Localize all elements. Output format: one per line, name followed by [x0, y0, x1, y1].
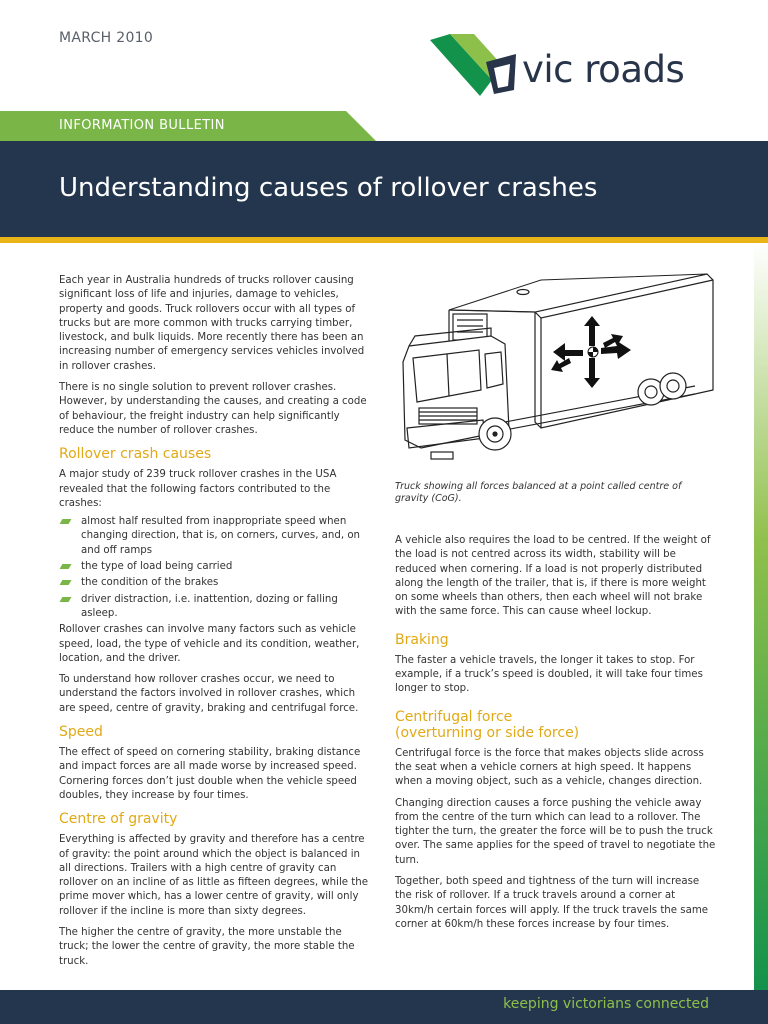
bullet-icon — [60, 580, 72, 585]
speed-paragraph: The effect of speed on cornering stability, braking distance and impact forces are all made worse by increased speed. Cornering forces don’t just double when the vehicle speed doubles, they increase by four times. — [59, 747, 361, 801]
centrifugal-heading: Centrifugal force (overturning or side force) — [395, 708, 580, 741]
intro-paragraph-2: There is no single solution to prevent rollover crashes. However, by understanding the causes, and creating a code of behaviour, the freight industry can help significantly reduce the number of rollover crashes. — [59, 382, 367, 436]
footer-tagline: keeping victorians connected — [503, 996, 709, 1012]
intro-paragraph-1: Each year in Australia hundreds of trucks rollover causing significant loss of life and injuries, damage to vehicles, property and goods. Truck rollovers occur with all types of trucks but are more common with trucks carrying timber, livestock, and bulk liquids. More recently there has been an increasing number of emergency services vehicles involved in rollover crashes. — [59, 275, 365, 372]
title-underline — [0, 237, 768, 243]
list-item: the type of load being carried — [59, 560, 373, 574]
side-gradient-bar — [754, 243, 768, 990]
truck-illustration — [395, 262, 717, 474]
figure-caption: Truck showing all forces balanced at a point called centre of gravity (CoG). — [395, 481, 682, 504]
centrifugal-paragraph-2: Changing direction causes a force pushing the vehicle away from the centre of the turn which can lead to a rollover. The tighter the turn, the greater the force will be to push the truck over. The same applies for the speed of travel to negotiate the turn. — [395, 797, 716, 866]
logo-wordmark: vic roads — [522, 48, 685, 91]
list-item: driver distraction, i.e. inattention, dozing or falling asleep. — [59, 593, 373, 622]
gravity-paragraph-2: The higher the centre of gravity, the more unstable the truck; the lower the centre of gravity, the more stable the truck. — [59, 926, 355, 967]
list-item: almost half resulted from inappropriate speed when changing direction, that is, on corners, curves, and, on and off ramps — [59, 515, 373, 558]
page-title: Understanding causes of rollover crashes — [59, 173, 598, 203]
causes-lead: A major study of 239 truck rollover crashes in the USA revealed that the following factors contributed to the crashes: — [59, 469, 337, 509]
braking-paragraph: The faster a vehicle travels, the longer it takes to stop. For example, if a truck’s speed is doubled, it will take four times longer to stop. — [395, 654, 703, 695]
causes-paragraph-3: To understand how rollover crashes occur, we need to understand the factors involved in rollover crashes, which are speed, centre of gravity, braking and centrifugal force. — [59, 674, 359, 714]
right-column — [395, 534, 717, 939]
centrifugal-paragraph-1: Centrifugal force is the force that makes objects slide across the seat when a vehicle corners at high speed. It happens when a moving object, such as a vehicle, changes direction. — [395, 747, 704, 788]
gravity-paragraph-1: Everything is affected by gravity and therefore has a centre of gravity: the point around which the object is balanced in all directions. Trailers with a high centre of gravity can rollover on an incline of as little as fifteen degrees, while the prime mover which, has a lower centre of gravity, will only rollover if the incline is more than sixty degrees. — [59, 834, 369, 917]
bullet-icon — [60, 564, 72, 569]
vicroads-logo — [430, 34, 720, 104]
causes-list — [59, 515, 373, 621]
causes-paragraph-2: Rollover crashes can involve many factors such as vehicle speed, load, the type of vehicle and its condition, weather, location, and the driver. — [59, 624, 360, 664]
list-item: the condition of the brakes — [59, 576, 373, 590]
speed-heading: Speed — [59, 724, 103, 741]
centrifugal-paragraph-3: Together, both speed and tightness of the turn will increase the risk of rollover. If a truck travels around a corner at 30km/h certain forces will apply. If the truck travels the same corner at 60km/h these forces increase by four times. — [395, 876, 709, 930]
gravity-heading: Centre of gravity — [59, 811, 178, 828]
bullet-icon — [60, 519, 72, 524]
vicroads-logo-mark-icon — [430, 34, 520, 104]
issue-date: MARCH 2010 — [59, 30, 154, 46]
left-column — [59, 274, 373, 976]
bullet-icon — [60, 597, 72, 602]
causes-heading: Rollover crash causes — [59, 446, 212, 463]
load-paragraph: A vehicle also requires the load to be centred. If the weight of the load is not centred across its width, stability will be reduced when cornering. If a load is not properly distributed along the length of the trailer, that is, if there is more weight on some wheels than others, then each wheel will not brake with the same force. This can cause wheel lockup. — [395, 535, 711, 618]
braking-heading: Braking — [395, 631, 449, 648]
bulletin-label: INFORMATION BULLETIN — [59, 118, 225, 133]
